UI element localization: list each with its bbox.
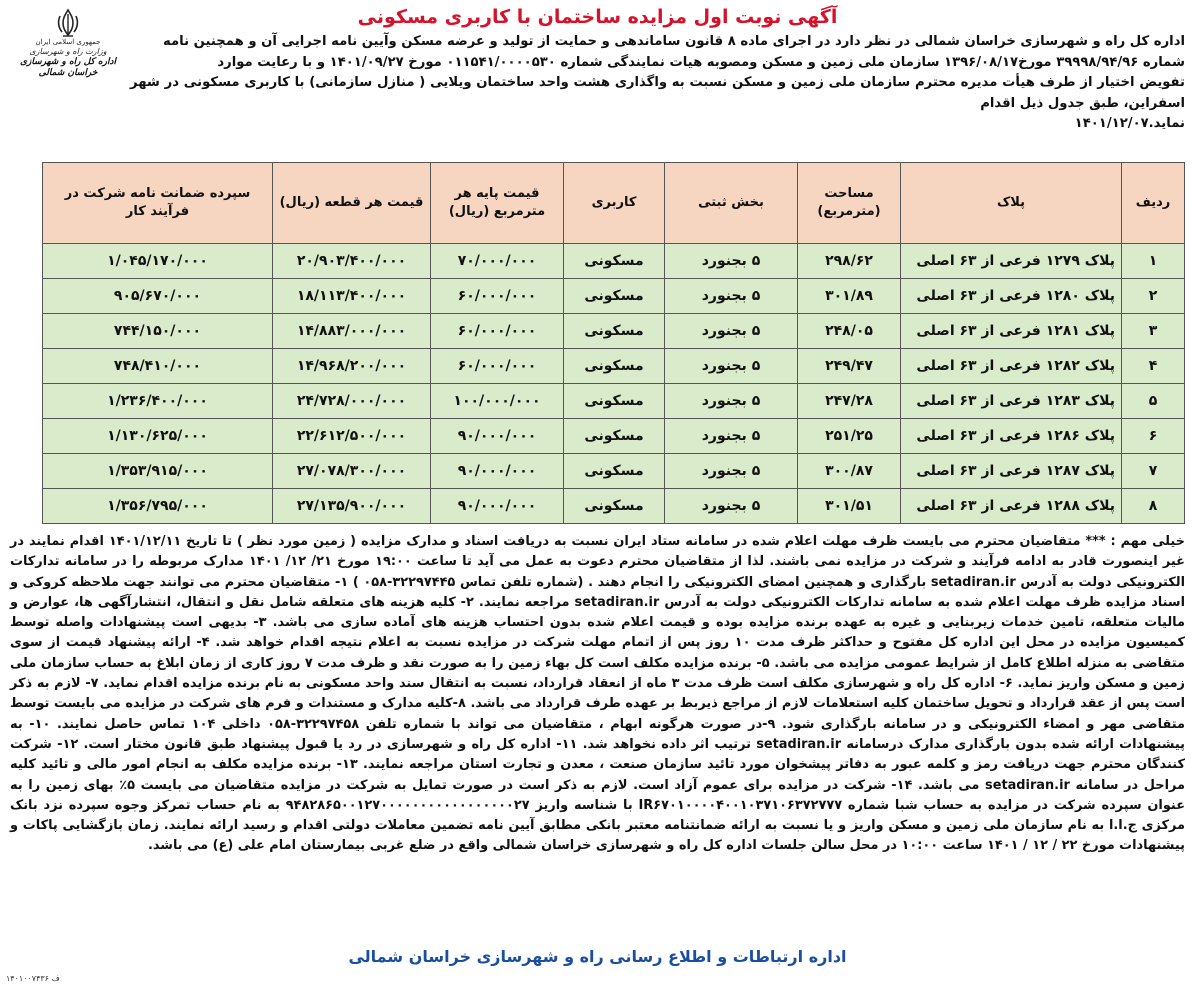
cell-deposit: ۷۴۴/۱۵۰/۰۰۰ — [43, 314, 273, 349]
cell-price: ۱۸/۱۱۳/۴۰۰/۰۰۰ — [273, 279, 431, 314]
cell-area: ۲۴۹/۴۷ — [798, 349, 901, 384]
note-line: مزایده می بایست توسط متقاضی مهر و امضاء الکترونیکی و در سامانه بارگذاری شود. ۹-در صورت هرگونه ابهام ، متقاضیان می تواند با شماره تلفن ۳۲۲۹۷۴۵۸-۰۵۸ داخلی ۱۰۴ تماس حاصل نمایند. — [10, 696, 1185, 732]
emblem-line-3: اداره کل راه و شهرسازی خراسان شمالی — [20, 57, 116, 78]
table-row — [43, 454, 1185, 489]
notes-paragraph — [10, 532, 1185, 857]
cell-use: مسکونی — [564, 419, 665, 454]
cell-deposit: ۱/۱۳۰/۶۲۵/۰۰۰ — [43, 419, 273, 454]
cell-use: مسکونی — [564, 384, 665, 419]
cell-radif: ۲ — [1122, 279, 1185, 314]
cell-area: ۲۵۱/۲۵ — [798, 419, 901, 454]
intro-line: تفویض اختیار از طرف هیأت مدیره محترم سازمان ملی زمین و مسکن نسبت به واگذاری هشت واحد ساختمان ویلایی ( منازل سازمانی) با کاربری مسکونی در شهر اسفراین، طبق جدول ذیل اقدام — [130, 75, 1185, 111]
cell-bakhsh: ۵ بجنورد — [665, 349, 798, 384]
note-line: صورت نقد و ظرف مدت ۷ روز کاری از زمان ابلاغ به حساب سازمان ملی زمین و مسکن واریز نماید. ۶- اداره کل راه و شهرسازی مکلف است ظرف مدت ۳ ماه از انعقاد قرارداد، نسبت به انتقال سند واحد مسکونی — [10, 655, 1185, 692]
cell-deposit: ۱/۳۵۶/۷۹۵/۰۰۰ — [43, 489, 273, 524]
intro-paragraph — [130, 32, 1185, 135]
cell-plak: پلاک ۱۲۸۱ فرعی از ۶۳ اصلی — [901, 314, 1122, 349]
header-deposit: سپرده ضمانت نامه شرکت در فرآیند کار — [43, 163, 273, 244]
table-row — [43, 279, 1185, 314]
cell-radif: ۳ — [1122, 314, 1185, 349]
cell-price: ۲۴/۷۲۸/۰۰۰/۰۰۰ — [273, 384, 431, 419]
cell-price: ۲۷/۱۳۵/۹۰۰/۰۰۰ — [273, 489, 431, 524]
cell-base-price: ۱۰۰/۰۰۰/۰۰۰ — [431, 384, 564, 419]
cell-use: مسکونی — [564, 489, 665, 524]
cell-deposit: ۱/۳۵۳/۹۱۵/۰۰۰ — [43, 454, 273, 489]
note-line: اداره کل راه و شهرسازی خراسان شمالی واقع در ضلع غربی بیمارستان امام علی (ع) می باشد. — [147, 838, 757, 854]
note-line: setadiran.ir بارگذاری و همچنین امضای الکترونیکی را انجام دهند . (شماره تلفن تماس ۳۲۲۹۷۴۴۵-۰۵۸ ) ۱- متقاضیان محترم می توانند جهت ملاحظه کروکی و اسناد مزایده ظرف مهلت اعلام شده به — [10, 574, 1186, 610]
cell-bakhsh: ۵ بجنورد — [665, 279, 798, 314]
cell-base-price: ۹۰/۰۰۰/۰۰۰ — [431, 454, 564, 489]
table-header-row — [43, 163, 1185, 244]
table-body — [43, 244, 1185, 524]
cell-bakhsh: ۵ بجنورد — [665, 419, 798, 454]
cell-plak: پلاک ۱۲۸۷ فرعی از ۶۳ اصلی — [901, 454, 1122, 489]
intro-line: شماره ۳۹۹۹۸/۹۴/۹۶ مورخ۱۳۹۶/۰۸/۱۷ سازمان ملی زمین و مسکن ومصوبه هیات نمایندگی شماره ۰۱۱۵۴۱/۰۰۰۰۵۳۰ مورخ ۱۴۰۱/۰۹/۲۷ و با رعایت موارد — [217, 54, 1185, 70]
note-line: ۱۰- به پیشنهادات ارائه شده بدون بارگذاری مدارک درسامانه setadiran.ir ترتیب اثر داده نخواهد شد. ۱۱- اداره کل راه و شهرسازی در رد یا قبول پیشنهاد طبق قانون مختار است. ۱۲- شرکت کنندگان — [10, 716, 1185, 773]
emblem-line-1: جمهوری اسلامی ایران — [35, 38, 101, 46]
cell-plak: پلاک ۱۲۷۹ فرعی از ۶۳ اصلی — [901, 244, 1122, 279]
note-line: محترم جهت دریافت رمز و کلمه عبور به دفاتر پیشخوان مورد تائید سازمان صنعت ، معدن و تجارت استان مراجعه نمایند. ۱۳- برنده مزایده مکلف به انجام امور مالی و تائید کلیه مراحل در سامانه setadiran.ir می — [10, 757, 1185, 793]
cell-plak: پلاک ۱۲۸۶ فرعی از ۶۳ اصلی — [901, 419, 1122, 454]
emblem-line-2: وزارت راه و شهرسازی — [29, 47, 107, 56]
cell-price: ۲۰/۹۰۳/۴۰۰/۰۰۰ — [273, 244, 431, 279]
note-line: مزایده بوده و قیمت اعلام شده بدون احتساب هزینه های آماده سازی می باشد. ۳- بدیهی است پیشنهادات واصله توسط کمیسیون مزایده در محل این اداره کل مفتوح و حداکثر ظرف مدت ۱۰ روز پس از اتمام — [10, 615, 1185, 651]
header-price: قیمت هر قطعه (ریال) — [273, 163, 431, 244]
cell-area: ۲۴۸/۰۵ — [798, 314, 901, 349]
cell-price: ۲۷/۰۷۸/۳۰۰/۰۰۰ — [273, 454, 431, 489]
note-line: IR۶۷۰۱۰۰۰۰۴۰۰۱۰۳۷۱۰۶۳۷۲۷۷۷ با شناسه واریز ۹۴۸۲۸۶۵۰۰۱۲۷۰۰۰۰۰۰۰۰۰۰۰۰۰۰۰۰۰۲۷ به نام حساب تمرکز وجوه سپرده نزد بانک مرکزی ج.ا.ا به نام سازمان ملی زمین و مسکن واریز — [10, 797, 1185, 834]
cell-base-price: ۹۰/۰۰۰/۰۰۰ — [431, 419, 564, 454]
header-use: کاربری — [564, 163, 665, 244]
cell-base-price: ۷۰/۰۰۰/۰۰۰ — [431, 244, 564, 279]
note-line: سامانه تدارکات الکترونیکی دولت به آدرس setadiran.ir مراجعه نمایند. ۲- کلیه هزینه های متعلقه شامل نقل و انتقال، انتشارآگهی ها، عوارض و مالیات متعلقه، تامین خدمات زیربنایی و غیره به عهده برنده — [10, 594, 1185, 631]
cell-deposit: ۹۰۵/۶۷۰/۰۰۰ — [43, 279, 273, 314]
cell-area: ۳۰۱/۵۱ — [798, 489, 901, 524]
cell-bakhsh: ۵ بجنورد — [665, 314, 798, 349]
cell-use: مسکونی — [564, 279, 665, 314]
cell-radif: ۷ — [1122, 454, 1185, 489]
cell-area: ۲۹۸/۶۲ — [798, 244, 901, 279]
table-row — [43, 349, 1185, 384]
note-line: مهلت شرکت در مزایده نسبت به اعلام نتیجه اقدام خواهد شد. ۴- ارائه پیشنهاد قیمت از سوی متقاضی به منزله اطلاع کامل از شرایط عمومی مزایده می باشد. ۵- برنده مزایده مکلف است کل بهاء زمین را به — [10, 635, 1185, 671]
table-row — [43, 489, 1185, 524]
cell-bakhsh: ۵ بجنورد — [665, 489, 798, 524]
header-radif: ردیف — [1122, 163, 1185, 244]
table-row — [43, 419, 1185, 454]
cell-plak: پلاک ۱۲۸۰ فرعی از ۶۳ اصلی — [901, 279, 1122, 314]
cell-radif: ۸ — [1122, 489, 1185, 524]
cell-bakhsh: ۵ بجنورد — [665, 384, 798, 419]
cell-price: ۱۴/۸۸۳/۰۰۰/۰۰۰ — [273, 314, 431, 349]
note-line: متقاضیان محترم می بایست ظرف مهلت اعلام شده در سامانه ستاد ایران نسبت به دریافت اسناد و مدارک مزایده ( زمین مورد نظر ) تا تاریخ ۱۴۰۱/۱۲/۱۱ اقدام نمایند در غیر اینصورت — [10, 534, 1185, 570]
table-row — [43, 244, 1185, 279]
cell-area: ۳۰۰/۸۷ — [798, 454, 901, 489]
cell-radif: ۵ — [1122, 384, 1185, 419]
intro-line: اداره کل راه و شهرسازی خراسان شمالی در نظر دارد در اجرای ماده ۸ قانون ساماندهی و حمایت از تولید و عرضه مسکن وآیین نامه اجرایی آن و همچنین نامه — [162, 34, 1185, 49]
cell-use: مسکونی — [564, 454, 665, 489]
cell-use: مسکونی — [564, 244, 665, 279]
cell-radif: ۶ — [1122, 419, 1185, 454]
important-label: خیلی مهم : *** — [1085, 534, 1185, 549]
note-line: باشد. ۱۴- شرکت در مزایده برای عموم آزاد است. لازم به ذکر است در صورت تمایل به شرکت در مزایده متقاضیان می بایست ۵٪ بهای زمین را به عنوان سپرده شرکت در مزایده به حساب شبا شماره — [10, 777, 1186, 813]
header-base-price: قیمت پایه هر مترمربع (ریال) — [431, 163, 564, 244]
note-line: به نام برنده مزایده اقدام نماید. ۷- لازم به ذکر است پس از عقد قرارداد و تحویل ساختمان کلیه استعلامات لازم از مراجع ذیربط بر عهده طرف قرارداد می باشد. ۸-کلیه مدارک و مستندات و فرم های شرکت در — [10, 676, 1185, 712]
cell-radif: ۴ — [1122, 349, 1185, 384]
note-line: قادر به ادامه فرآیند و شرکت در مزایده نمی باشند. لذا از متقاضیان محترم دعوت به عمل می آید تا ساعت ۱۹:۰۰ مورخ ۲۱/ ۱۲/ ۱۴۰۱ مدارک مربوطه را در سامانه تدارکات الکترونیکی دولت به آدرس — [10, 554, 1186, 590]
table-row — [43, 384, 1185, 419]
cell-bakhsh: ۵ بجنورد — [665, 454, 798, 489]
header-bakhsh: بخش ثبتی — [665, 163, 798, 244]
cell-base-price: ۶۰/۰۰۰/۰۰۰ — [431, 279, 564, 314]
cell-deposit: ۱/۰۴۵/۱۷۰/۰۰۰ — [43, 244, 273, 279]
cell-use: مسکونی — [564, 349, 665, 384]
cell-deposit: ۷۴۸/۴۱۰/۰۰۰ — [43, 349, 273, 384]
cell-area: ۳۰۱/۸۹ — [798, 279, 901, 314]
table-row — [43, 314, 1185, 349]
cell-base-price: ۶۰/۰۰۰/۰۰۰ — [431, 314, 564, 349]
cell-plak: پلاک ۱۲۸۲ فرعی از ۶۳ اصلی — [901, 349, 1122, 384]
property-table — [42, 162, 1185, 524]
footer-publisher: اداره ارتباطات و اطلاع رسانی راه و شهرسازی خراسان شمالی — [348, 947, 847, 966]
ad-code: ۱۴۰۱۰۰۷۴۳۶ ف — [6, 974, 60, 983]
cell-bakhsh: ۵ بجنورد — [665, 244, 798, 279]
header-area: مساحت (مترمربع) — [798, 163, 901, 244]
header-plak: پلاک — [901, 163, 1122, 244]
cell-plak: پلاک ۱۲۸۳ فرعی از ۶۳ اصلی — [901, 384, 1122, 419]
cell-base-price: ۶۰/۰۰۰/۰۰۰ — [431, 349, 564, 384]
cell-deposit: ۱/۲۳۶/۴۰۰/۰۰۰ — [43, 384, 273, 419]
intro-line: نماید.۱۴۰۱/۱۲/۰۷ — [1074, 116, 1185, 131]
cell-price: ۲۲/۶۱۲/۵۰۰/۰۰۰ — [273, 419, 431, 454]
cell-price: ۱۴/۹۶۸/۲۰۰/۰۰۰ — [273, 349, 431, 384]
cell-radif: ۱ — [1122, 244, 1185, 279]
cell-area: ۲۴۷/۲۸ — [798, 384, 901, 419]
note-line: و یا نسبت به ارائه ضمانتنامه معتبر بانکی مطابق آیین نامه تضمین معاملات دولتی اقدام و رسید ارائه نمایند. زمان بازگشایی پاکات و پیشنهادات مورخ ۲۲ / ۱۲ / ۱۴۰۱ ساعت ۱۰:۰۰ در محل سالن جلسات — [10, 818, 1185, 854]
cell-base-price: ۹۰/۰۰۰/۰۰۰ — [431, 489, 564, 524]
cell-plak: پلاک ۱۲۸۸ فرعی از ۶۳ اصلی — [901, 489, 1122, 524]
notice-title: آگهی نوبت اول مزایده ساختمان با کاربری مسکونی — [357, 6, 838, 28]
cell-use: مسکونی — [564, 314, 665, 349]
